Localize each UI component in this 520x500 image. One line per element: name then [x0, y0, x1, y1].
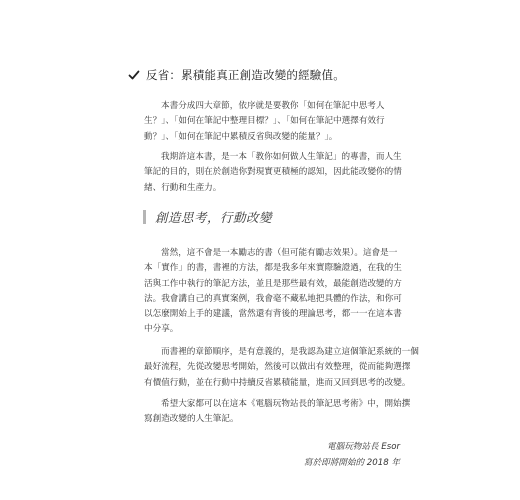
checkmark-icon: [128, 69, 140, 81]
review-text: 反省：累積能真正創造改變的經驗值。: [146, 68, 345, 82]
review-line: [128, 67, 345, 83]
paragraph-line: 活與工作中執行的筆記方法，並且是那些最有效，最能創造改變的方: [144, 278, 402, 289]
paragraph-line: 緒、行動和生產力。: [144, 182, 222, 193]
section-heading: [143, 208, 272, 226]
paragraph-order: [144, 345, 419, 391]
paragraph-practice: [144, 246, 402, 338]
paragraph-line: 本書分成四大章節，依序就是要教你「如何在筆記中思考人: [161, 101, 385, 111]
paragraph-line: 而書裡的章節順序，是有意義的，是我認為建立這個筆記系統的一個: [161, 347, 419, 357]
paragraph-line: 筆記的目的，則在於創造你對現實更積極的認知，因此能改變你的情: [144, 167, 402, 178]
paragraph-line: 本「實作」的書，書裡的方法，都是我多年來實際驗證過，在我的生: [144, 263, 402, 274]
signature-date: 寫於即將開始的 2018 年: [303, 458, 400, 468]
paragraph-purpose: [144, 150, 402, 196]
paragraph-line: 生？」、「如何在筆記中整理目標？」、「如何在筆記中選擇有效行: [144, 116, 385, 127]
section-bar: [143, 210, 146, 224]
paragraph-line: 最好流程，先從改變思考開始，然後可以做出有效整理，從而能夠選擇: [144, 362, 411, 373]
paragraph-line: 寫創造改變的人生筆記。: [144, 414, 239, 425]
paragraph-line: 動？」、「如何在筆記中累積反省與改變的能量？」。: [144, 131, 338, 142]
paragraph-line: 當然，這不會是一本勵志的書（但可能有勵志效果）。這會是一: [161, 248, 398, 258]
paragraph-line: 希望大家都可以在這本《電腦玩物站長的筆記思考術》中，開始撰: [161, 399, 411, 409]
paragraph-line: 有價值行動，並在行動中持續反省累積能量，進而又回到思考的改變。: [144, 377, 411, 388]
paragraph-line: 法。我會講自己的真實案例，我會毫不藏私地把具體的作法，和你可: [144, 293, 402, 304]
paragraph-chapters: [144, 99, 402, 145]
paragraph-line: 我期許這本書，是一本「教你如何做人生筆記」的專書，而人生: [161, 152, 402, 162]
paragraph-line: 以怎麼開始上手的建議，當然還有背後的理論思考，都一一在這本書: [144, 309, 402, 320]
signature-author: 電腦玩物站長 Esor: [327, 442, 400, 452]
section-title: 創造思考，行動改變: [155, 210, 273, 225]
paragraph-line: 中分享。: [144, 324, 179, 335]
paragraph-closing: [144, 397, 411, 428]
